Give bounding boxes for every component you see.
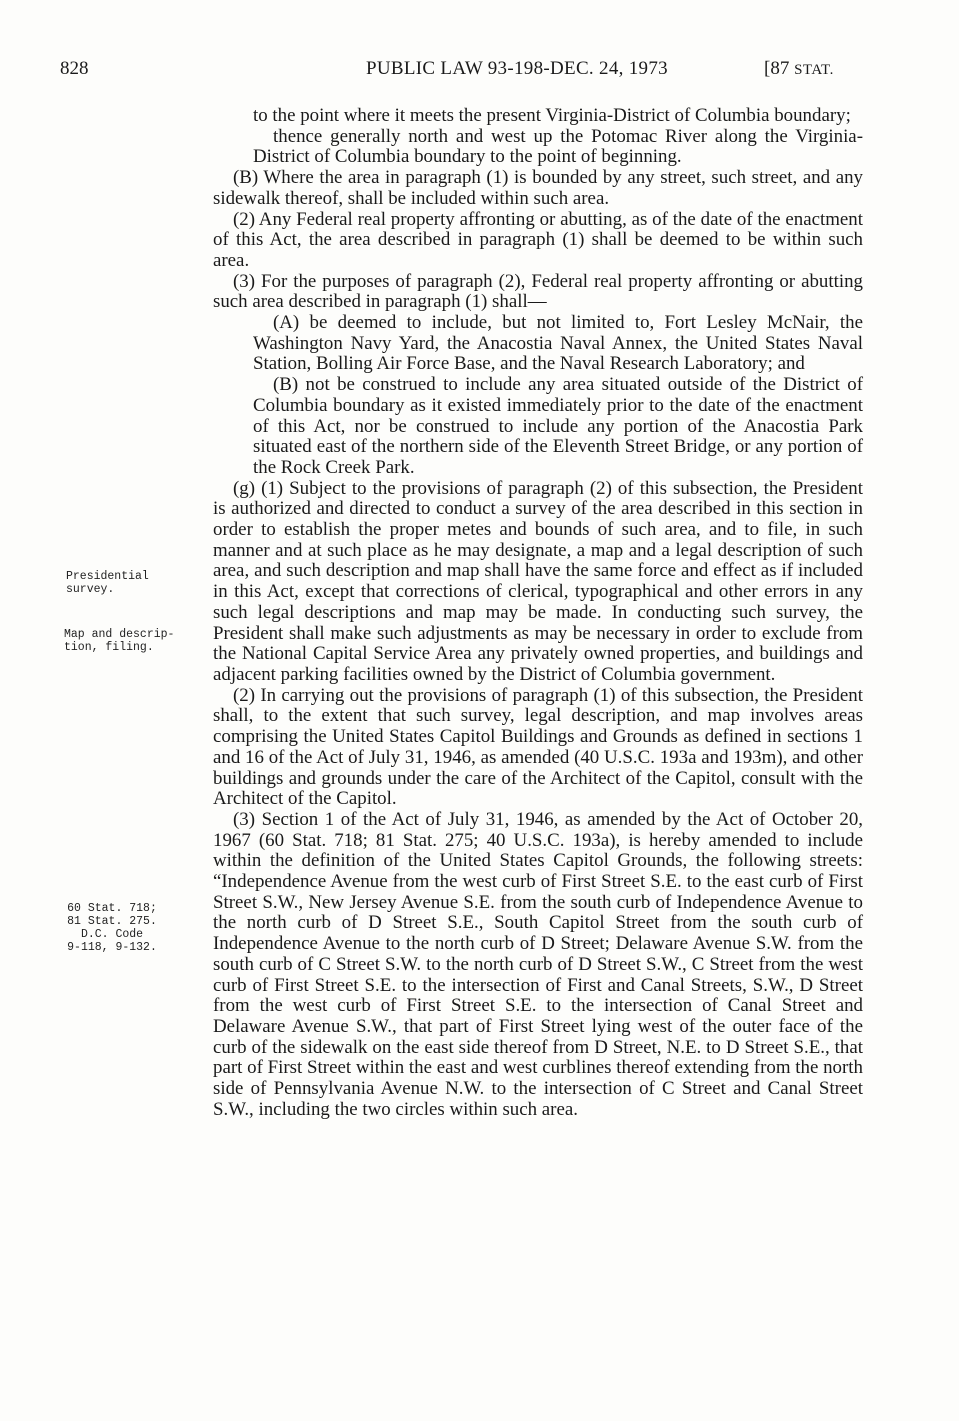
margin-note-line: Map and descrip- [64,628,175,641]
margin-note-line: Presidential [66,570,149,583]
paragraph-f3b: (B) not be construed to include any area situated outside of the District of Columbia boundary as it existed immediately prior to the date of the enactment of this Act, nor be construed to include any portion of the Anacostia Park situated east of the northern side of the Eleventh Street Bridge, or any portion of the Rock Creek Park. [253,374,863,478]
running-head: PUBLIC LAW 93-198-DEC. 24, 1973 [366,58,668,79]
margin-note-line: 81 Stat. 275. [67,915,157,928]
margin-note-presidential-survey [66,570,216,596]
volume-suffix: STAT. [794,62,834,78]
margin-note-map-description [64,628,214,654]
margin-note-line: tion, filing. [64,641,154,654]
paragraph-f2: (2) Any Federal real property affronting or abutting, as of the date of the enactment of this Act, the area described in paragraph (1) shall be deemed to be within such area. [213,208,863,271]
margin-note-citations [52,902,172,954]
volume-prefix: [87 [764,58,790,79]
margin-note-line: survey. [66,583,115,596]
paragraph-g2: (2) In carrying out the provisions of paragraph (1) of this subsection, the President shall, to the extent that such survey, legal description, and map involves areas comprising the United States Capitol Buildings and Grounds as defined in sections 1 and 16 of the Act of July 31, 1946, as amended (40 U.S.C. 193a and 193m), and other buildings and grounds under the care of the Architect of the Capitol, consult with the Architect of the Capitol. [213,684,863,810]
paragraph-thence: thence generally north and west up the Potomac River along the Virginia-District of Columbia boundary to the point of beginning. [253,125,863,168]
paragraph-f3a: (A) be deemed to include, but not limited to, Fort Lesley McNair, the Washington Navy Yard, the Anacostia Naval Annex, the United States Naval Station, Bolling Air Force Base, and the Naval Research Laboratory; and [253,312,863,375]
paragraph-f1b: (B) Where the area in paragraph (1) is bounded by any street, such street, and any sidewalk thereof, shall be included within such area. [213,167,863,209]
paragraph-f3: (3) For the purposes of paragraph (2), Federal real property affronting or abutting such area described in paragraph (1) shall— [213,270,863,313]
margin-note-line: 9-118, 9-132. [67,941,157,954]
paragraph-g3: (3) Section 1 of the Act of July 31, 1946, as amended by the Act of October 20, 1967 (60 Stat. 718; 81 Stat. 275; 40 U.S.C. 193a), is hereby amended to include within the definition of the United States Capitol Grounds, the following streets: “Independence Avenue from the west curb of First Street S.E. to the east curb of First Street S.W., New Jersey Avenue S.E. from the south curb of Independence Avenue to the north curb of D Street S.E., South Capitol Street from the south curb of Independence Avenue to the north curb of D Street; Delaware Avenue S.W. from the south curb of C Street S.W. to the north curb of D Street S.W., C Street from the west curb of First Street S.E. to the intersection of First and Canal Streets, S.W., D Street from the west curb of First Street S.E. to the intersection of Canal Street and Delaware Avenue S.W., that part of First Street lying west of the outer face of the curb of the sidewalk on the east side thereof from D Street, N.E. to D Street S.E., that part of First Street within the east and west curblines thereof extending from the north side of Pennsylvania Avenue N.W. to the intersection of C Street and Canal Street S.W., including the two circles within such area. [213,808,863,1120]
paragraph-g1: (g) (1) Subject to the provisions of paragraph (2) of this subsection, the President is authorized and directed to conduct a survey of the area described in this section in order to establish the proper metes and bounds of such area, and to file, in such manner and at such place as he may designate, a map and a legal description of such area, and such description and map shall have the same force and effect as if included in this Act, except that corrections of clerical, typographical and other errors in any such legal descriptions and map may be made. In conducting such survey, the President shall make such adjustments as may be necessary in order to exclude from the National Capital Service Area any privately owned properties, and buildings and adjacent parking facilities owned by the District of Columbia government. [213,477,863,685]
paragraph-continuation: to the point where it meets the present Virginia-District of Columbia boundary; [253,105,851,126]
body-text [213,106,863,1120]
margin-note-line: D.C. Code [80,928,144,941]
volume-reference [764,58,834,80]
margin-note-line: 60 Stat. 718; [67,902,157,915]
page-number: 828 [60,58,89,79]
